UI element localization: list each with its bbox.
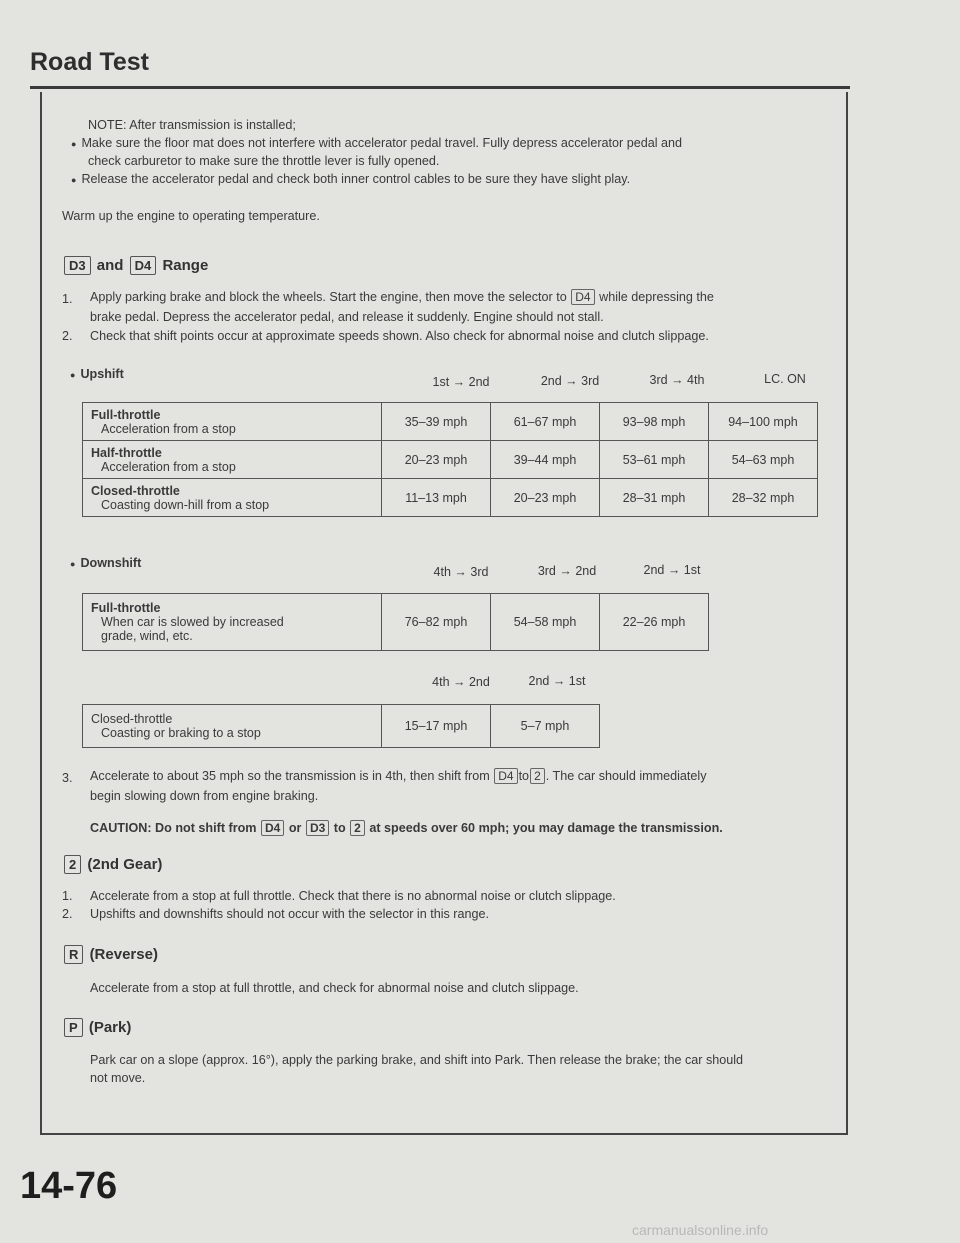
step2-text: Check that shift points occur at approximate speeds shown. Also check for abnormal noise and clutch slippage. [90,329,709,343]
list-item [62,906,489,923]
step1-line2: brake pedal. Depress the accelerator pedal, and release it suddenly. Engine should not stall. [90,310,604,324]
step1-line1 [90,289,714,306]
table-row [83,705,600,748]
speed-cell: 20–23 mph [491,479,600,517]
item-num: 2. [62,907,73,921]
speed-cell: 54–58 mph [491,594,600,651]
downshift-label [70,555,141,573]
row-name: Full-throttle [91,407,161,422]
downshift-col-header: 3rd → 2nd [537,564,597,578]
table-row [83,441,818,479]
note-bullet-1-cont: check carburetor to make sure the throttle lever is fully opened. [88,154,440,168]
speed-cell: 94–100 mph [709,403,818,441]
item-num: 1. [62,889,73,903]
range-label: Range [162,257,209,274]
selector-key: D3 [306,820,329,836]
step2-num: 2. [62,329,73,343]
note-bullet-text: Release the accelerator pedal and check both inner control cables to be sure they have slight play. [81,172,631,186]
selector-key: D4 [494,768,517,784]
speed-cell: 35–39 mph [382,403,491,441]
upshift-table [82,402,818,517]
row-desc: Coasting or braking to a stop [101,726,261,740]
park-text-2: not move. [90,1071,146,1085]
speed-cell: 20–23 mph [382,441,491,479]
to-text: to [333,821,346,835]
reverse-heading [62,945,158,964]
downshift-col-header: 4th → 2nd [432,675,490,689]
selector-key: D4 [130,256,157,275]
downshift-label-text: Downshift [80,556,142,570]
step1-text-a: Apply parking brake and block the wheels. Start the engine, then move the selector to [90,290,567,304]
downshift-table [82,593,709,651]
row-desc: Acceleration from a stop [101,421,236,436]
downshift-table-2 [82,704,600,748]
speed-cell: 76–82 mph [382,594,491,651]
park-label: (Park) [88,1019,132,1036]
speed-cell: 28–32 mph [709,479,818,517]
step1-text-b: while depressing the [599,290,714,304]
row-desc: Acceleration from a stop [101,459,236,474]
downshift-col-header: 4th → 3rd [433,565,489,579]
row-label [83,594,382,651]
page-number: 14-76 [20,1165,118,1207]
item-text: Upshifts and downshifts should not occur with the selector in this range. [90,907,490,921]
row-label [83,705,382,748]
step3-line1 [90,768,707,785]
table-row [83,403,818,441]
note-heading: NOTE: After transmission is installed; [88,118,296,132]
note-bullet-1 [71,135,682,153]
speed-cell: 28–31 mph [600,479,709,517]
park-text-1: Park car on a slope (approx. 16°), apply the parking brake, and shift into Park. Then release the brake; the car should [90,1053,744,1067]
bullet-icon: ● [71,175,77,185]
row-desc: grade, wind, etc. [101,629,193,643]
speed-cell: 22–26 mph [600,594,709,651]
and-text: and [96,257,124,274]
selector-key: D3 [64,256,91,275]
row-name: Closed-throttle [91,483,180,498]
speed-cell: 53–61 mph [600,441,709,479]
upshift-col-header: 3rd → 4th [649,373,705,387]
selector-key: 2 [530,768,545,784]
bullet-icon: ● [70,370,76,380]
selector-key: 2 [350,820,365,836]
step3-line2: begin slowing down from engine braking. [90,789,319,803]
speed-cell: 39–44 mph [491,441,600,479]
upshift-col-header: LC. ON [764,372,806,386]
bullet-icon: ● [71,139,77,149]
title-rule [30,86,850,89]
upshift-label [70,366,124,384]
step3-num: 3. [62,771,73,785]
selector-key: D4 [261,820,284,836]
note-bullet-text: Make sure the floor mat does not interfere with accelerator pedal travel. Fully depress accelerator pedal and [81,136,683,150]
selector-key: P [64,1018,83,1037]
reverse-label: (Reverse) [89,946,158,963]
caution-text-b: at speeds over 60 mph; you may damage the transmission. [369,821,723,835]
warmup-text: Warm up the engine to operating temperature. [62,209,320,223]
downshift-col-header: 2nd → 1st [528,674,586,688]
speed-cell: 93–98 mph [600,403,709,441]
selector-key: 2 [64,855,81,874]
row-name: Half-throttle [91,445,162,460]
item-text: Accelerate from a stop at full throttle. Check that there is no abnormal noise or clutch slippage. [90,889,616,903]
selector-key: R [64,945,83,964]
d-range-heading [62,256,208,275]
speed-cell: 61–67 mph [491,403,600,441]
row-label [83,479,382,517]
step3-text-a: Accelerate to about 35 mph so the transmission is in 4th, then shift from [90,769,490,783]
caution-text [90,820,723,837]
step3-text-b: . The car should immediately [545,769,707,783]
or-text: or [288,821,302,835]
upshift-label-text: Upshift [80,367,124,381]
row-desc: Coasting down-hill from a stop [101,497,270,512]
watermark: carmanualsonline.info [632,1222,769,1238]
page-title: Road Test [30,48,149,76]
upshift-col-header: 2nd → 3rd [540,374,600,388]
row-label [83,403,382,441]
second-gear-heading [62,855,162,874]
second-gear-label: (2nd Gear) [87,856,163,873]
selector-key: D4 [571,289,594,305]
speed-cell: 5–7 mph [491,705,600,748]
list-item [62,888,616,905]
row-label [83,441,382,479]
park-heading [62,1018,131,1037]
speed-cell: 11–13 mph [382,479,491,517]
bullet-icon: ● [70,559,76,569]
downshift-col-header: 2nd → 1st [643,563,701,577]
row-desc: When car is slowed by increased [101,615,284,629]
to-text: to [518,769,530,783]
caution-text-a: CAUTION: Do not shift from [90,821,257,835]
speed-cell: 54–63 mph [709,441,818,479]
table-row [83,479,818,517]
upshift-col-header: 1st → 2nd [432,375,490,389]
table-row [83,594,709,651]
note-bullet-2 [71,171,630,189]
speed-cell: 15–17 mph [382,705,491,748]
step1-num: 1. [62,292,73,306]
reverse-text: Accelerate from a stop at full throttle, and check for abnormal noise and clutch slippage. [90,981,579,995]
row-name: Full-throttle [91,601,161,615]
row-name: Closed-throttle [91,712,173,726]
